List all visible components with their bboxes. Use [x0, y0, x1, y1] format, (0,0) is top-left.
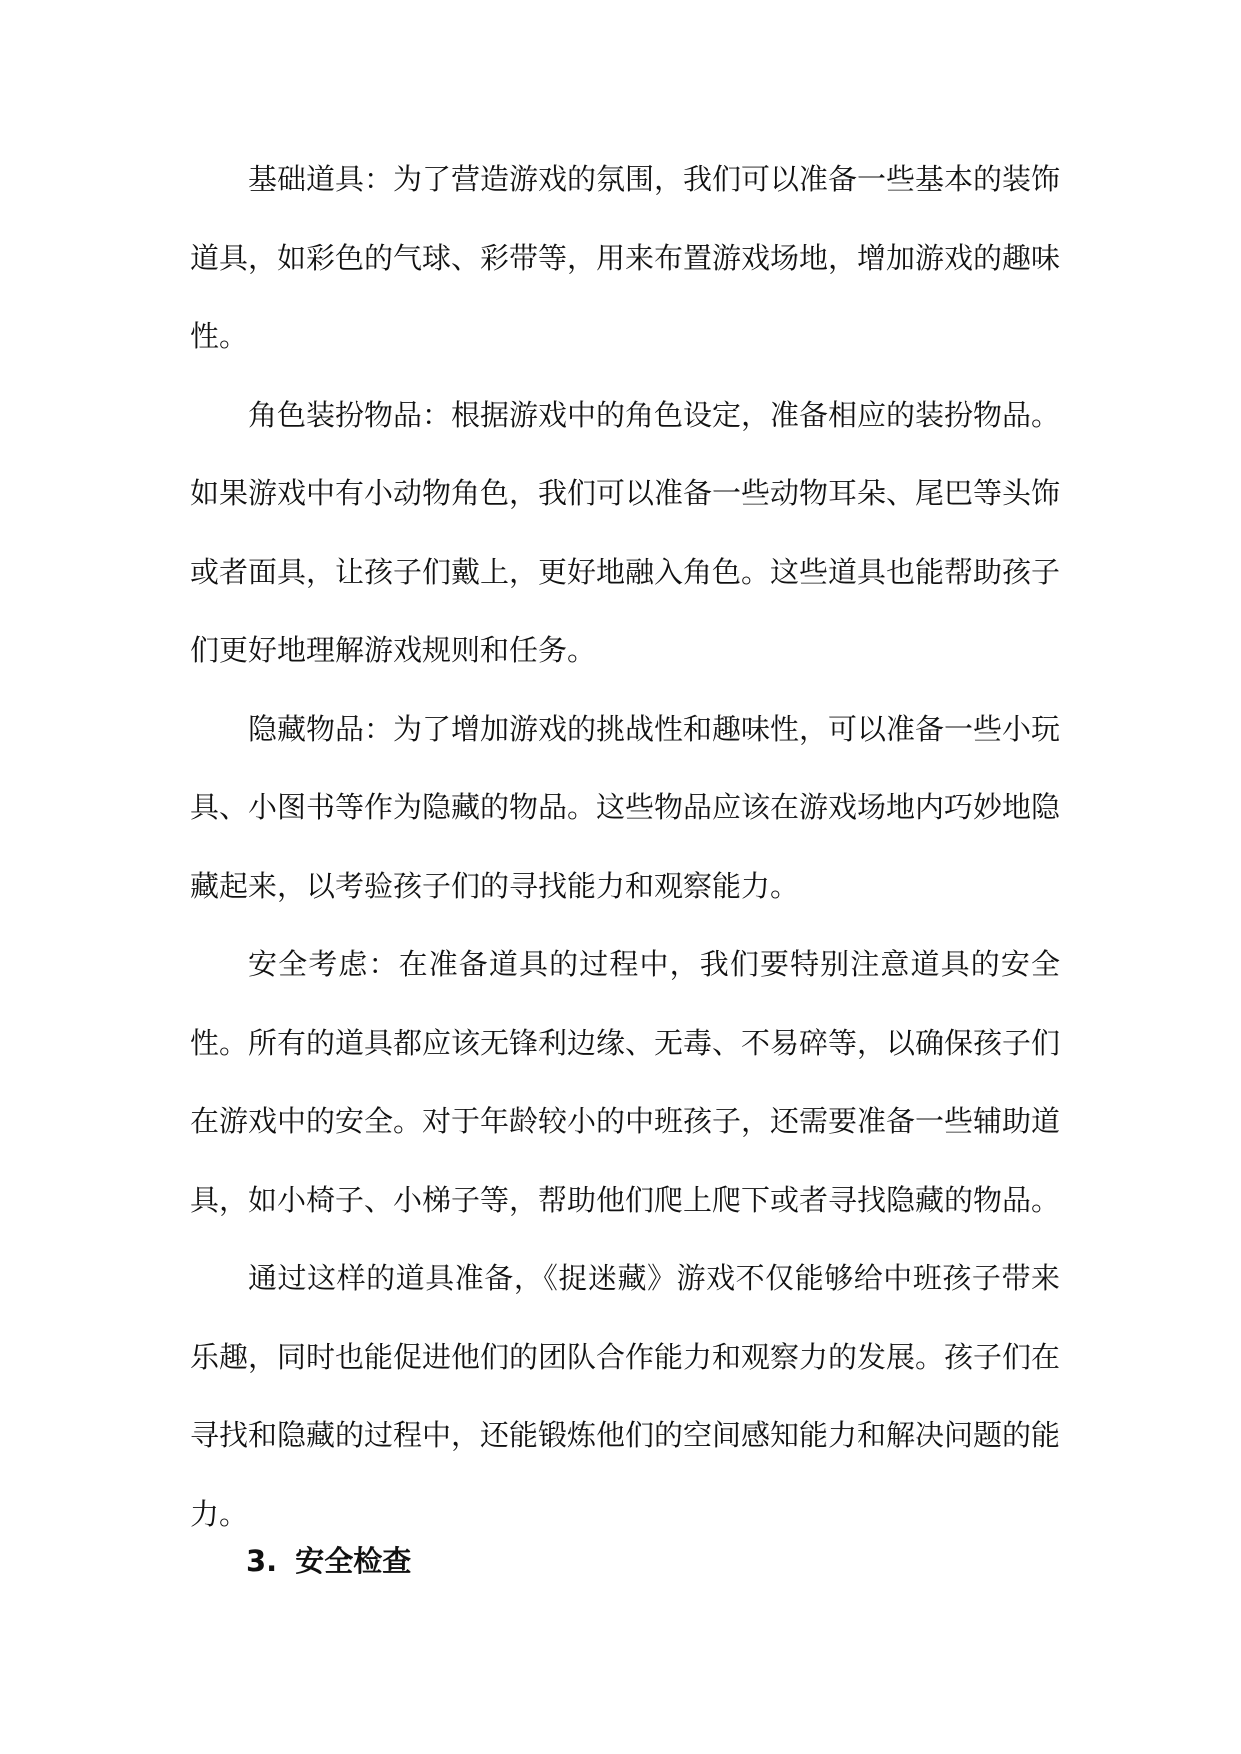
paragraph-safety-considerations: 安全考虑：在准备道具的过程中，我们要特别注意道具的安全性。所有的道具都应该无锋利边缘、无毒、不易碎等，以确保孩子们在游戏中的安全。对于年龄较小的中班孩子，还需要准备一些辅助道具，如小椅子、小梯子等，帮助他们爬上爬下或者寻找隐藏的物品。 [190, 947, 1061, 1217]
document-body [190, 140, 1060, 1553]
paragraph-basic-props: 基础道具：为了营造游戏的氛围，我们可以准备一些基本的装饰道具，如彩色的气球、彩带等，用来布置游戏场地，增加游戏的趣味性。 [190, 162, 1061, 353]
paragraph-hidden-items: 隐藏物品：为了增加游戏的挑战性和趣味性，可以准备一些小玩具、小图书等作为隐藏的物品。这些物品应该在游戏场地内巧妙地隐藏起来，以考验孩子们的寻找能力和观察能力。 [190, 711, 1061, 903]
section-title: 安全检查 [295, 1544, 412, 1578]
section-number: 3. [246, 1544, 278, 1578]
paragraph-summary: 通过这样的道具准备，《捉迷藏》游戏不仅能够给中班孩子带来乐趣，同时也能促进他们的团队合作能力和观察力的发展。孩子们在寻找和隐藏的过程中，还能锻炼他们的空间感知能力和解决问题的能力。 [190, 1261, 1061, 1531]
section-heading [246, 1522, 411, 1600]
paragraph-costume-items: 角色装扮物品：根据游戏中的角色设定，准备相应的装扮物品。如果游戏中有小动物角色，我们可以准备一些动物耳朵、尾巴等头饰或者面具，让孩子们戴上，更好地融入角色。这些道具也能帮助孩子们更好地理解游戏规则和任务。 [190, 397, 1061, 667]
